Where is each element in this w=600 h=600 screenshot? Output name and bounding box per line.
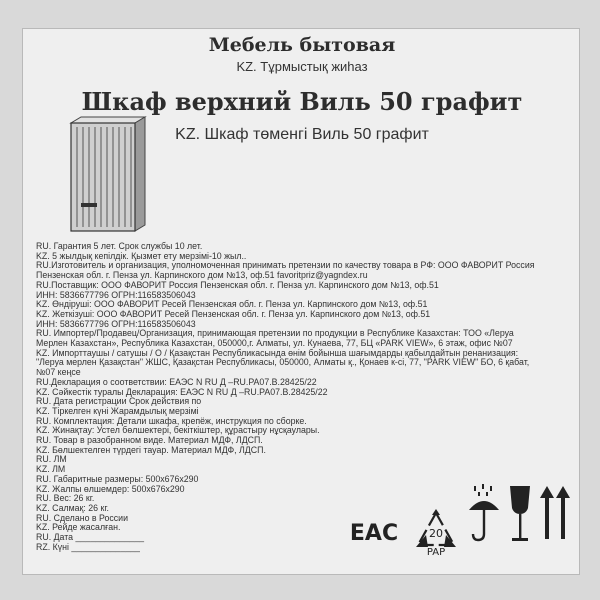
info-line: RU. Товар в разобранном виде. Материал МДФ, ЛДСП. bbox=[36, 435, 263, 446]
info-line: KZ. Өндіруші: ООО ФАВОРИТ Ресей Пензенская обл. г. Пенза ул. Карпинского дом №13, оф.51 bbox=[36, 299, 428, 310]
svg-text:EAC: EAC bbox=[349, 521, 399, 546]
product-title-kz: KZ. Шкаф төменгі Виль 50 графит bbox=[175, 126, 429, 143]
info-line: KZ. Тіркелген күні Жарамдылық мерзімі bbox=[36, 405, 199, 416]
info-line: RU. Дата ______________ bbox=[36, 532, 145, 543]
info-line: KZ. Рейде жасалған. bbox=[36, 522, 121, 533]
category-title: Мебель бытовая bbox=[208, 34, 396, 56]
eac-mark-icon bbox=[349, 517, 399, 547]
info-line: "Леруа мерлен Қазақстан" ЖШС, Қазақстан Республикасы, 050000, Алматы қ., Қонаев к-сі, 77, "PARK VIEW" БО, 6 қабат, bbox=[36, 357, 530, 368]
info-line: RU. Комплектация: Детали шкафа, крепёж, инструкция по сборке. bbox=[36, 415, 307, 426]
label-sheet bbox=[22, 28, 580, 575]
info-line: RU. ЛМ bbox=[36, 454, 67, 465]
info-line: Пензенская обл. г. Пенза ул. Карпинского дом №13, оф.51 favoritpriz@yagndex.ru bbox=[36, 270, 368, 281]
info-line: RU. Габаритные размеры: 500х676х290 bbox=[36, 473, 199, 484]
info-line: Мерлен Казахстан», Республика Казахстан, 050000,г. Алматы, ул. Кунаева, 77, БЦ «PARK VIEW», 6 этаж, офис №07 bbox=[36, 338, 513, 349]
info-line: RZ. Күні ______________ bbox=[36, 541, 140, 552]
info-line: KZ. Жалпы өлшемдер: 500х676х290 bbox=[36, 483, 185, 494]
category-title-kz: KZ. Тұрмыстық жиһаз bbox=[236, 59, 368, 74]
info-line: KZ. Жеткізуші: ООО ФАВОРИТ Ресей Пензенская обл. г. Пенза ул. Карпинского дом №13, оф.51 bbox=[36, 308, 431, 319]
info-line: RU. Гарантия 5 лет. Срок службы 10 лет. bbox=[36, 241, 203, 251]
info-line: №07 кеңсе bbox=[36, 367, 81, 378]
product-title: Шкаф верхний Виль 50 графит bbox=[81, 87, 523, 116]
info-line: RU. Сделано в России bbox=[36, 512, 129, 523]
svg-text:20: 20 bbox=[429, 527, 443, 540]
fragile-icon bbox=[507, 484, 533, 548]
info-line: ИНН: 5836677796 ОГРН:116583506043 bbox=[36, 318, 196, 329]
info-line: ИНН: 5836677796 ОГРН:116583506043 bbox=[36, 289, 196, 300]
info-line: RU.Поставщик: ООО ФАВОРИТ Россия Пензенская обл. г. Пенза ул. Карпинского дом №13, оф.51 bbox=[36, 279, 439, 290]
info-line: KZ. Жинақтау: Устел бөлшектері, бекіткіштер, құрастыру нұсқаулары. bbox=[36, 425, 320, 436]
info-line: KZ. Импорттаушы / сатушы / О / Қазақстан Республикасында өнім бойынша шағымдарды қабылдайтын ренанизация: bbox=[36, 347, 519, 358]
info-line: KZ. Салмақ: 26 кг. bbox=[36, 502, 109, 513]
info-line: RU. Вес: 26 кг. bbox=[36, 493, 95, 504]
this-way-up-icon bbox=[538, 484, 572, 548]
info-line: KZ. Бөлшектелген түрдегі тауар. Материал МДФ, ЛДСП. bbox=[36, 444, 266, 455]
info-line: KZ. 5 жылдық кепілдік. Қызмет ету мерзімі-10 жыл.. bbox=[36, 250, 247, 261]
info-line: RU. Дата регистрации Срок действия по bbox=[36, 396, 202, 407]
keep-dry-icon bbox=[465, 484, 503, 548]
recycle-icon bbox=[410, 507, 462, 557]
info-line: KZ. ЛМ bbox=[36, 464, 66, 475]
info-line: RU.Декларация о соответствии: ЕАЭС N RU Д –RU.PA07.B.28425/22 bbox=[36, 376, 317, 387]
cabinet-illustration bbox=[65, 115, 149, 233]
info-line: RU. Импортер/Продавец/Организация, принимающая претензии по продукции в Республике Казахстан: ТОО «Леруа bbox=[36, 328, 514, 339]
svg-text:PAP: PAP bbox=[426, 547, 446, 558]
info-line: RU.Изготовитель и организация, уполномоченная принимать претензии по качеству товара в РФ: ООО ФАВОРИТ Россия bbox=[36, 260, 535, 271]
info-line: KZ. Сәйкестік туралы Декларация: ЕАЭС N RU Д –RU.PA07.B.28425/22 bbox=[36, 386, 328, 397]
